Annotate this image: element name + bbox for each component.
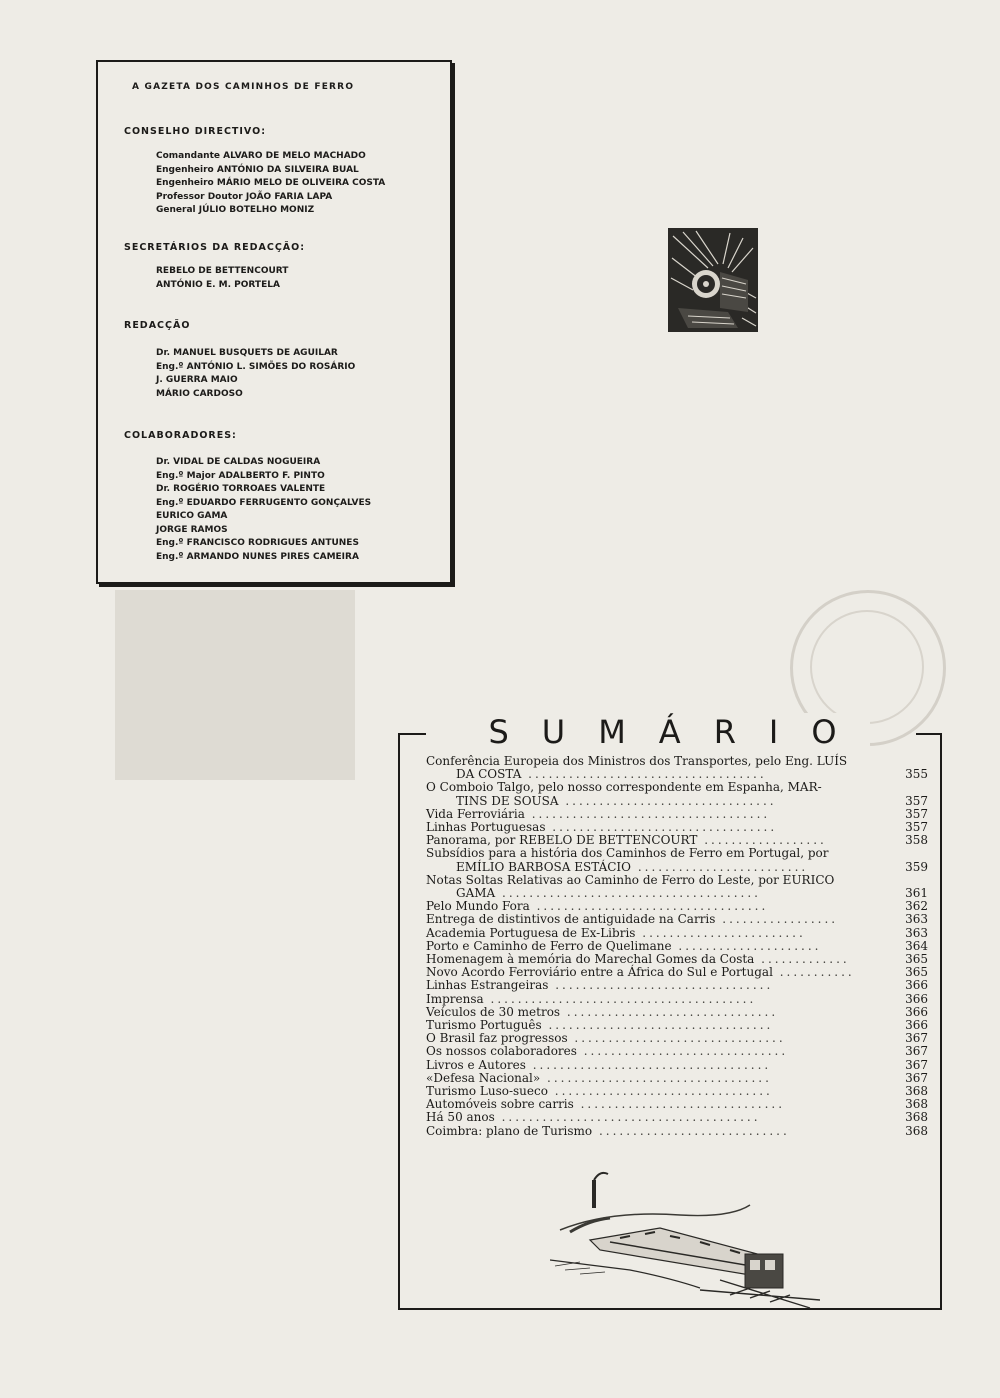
toc-page-number: 358 (905, 833, 928, 848)
name-line: JORGE RAMOS (156, 524, 228, 535)
toc-entry-title: Notas Soltas Relativas ao Caminho de Ferro do Leste, por EURICO (426, 872, 835, 887)
toc-entry-title: Linhas Estrangeiras (426, 978, 549, 993)
toc-leader-dots: ................................. (540, 1070, 772, 1085)
bleed-through-seal-inner (810, 610, 924, 724)
toc-page-number: 357 (905, 793, 928, 808)
toc-leader-dots: ............................... (567, 1031, 786, 1046)
toc-page-number: 368 (905, 1097, 928, 1112)
toc-page-number: 361 (905, 886, 928, 901)
name-line: ANTÓNIO E. M. PORTELA (156, 279, 280, 290)
section-heading-secretarios: SECRETÁRIOS DA REDACÇÃO: (124, 242, 306, 253)
toc-page-number: 357 (905, 806, 928, 821)
toc-entry-title: «Defesa Nacional» (426, 1070, 541, 1085)
editorial-credits-box (96, 60, 452, 584)
toc-entry-title: Novo Acordo Ferroviário entre a África do Sul e Portugal (426, 965, 773, 980)
redaccao-names (156, 347, 355, 401)
toc-leader-dots: ............................ (592, 1123, 790, 1138)
toc-leader-dots: ................................... (525, 1057, 772, 1072)
toc-page-number: 367 (905, 1057, 928, 1072)
name-line: REBELO DE BETTENCOURT (156, 266, 289, 276)
toc-entry-title: Homenagem à memória do Marechal Gomes da Costa (426, 952, 755, 967)
toc-leader-dots: ........................ (635, 925, 806, 940)
name-line: Eng.º EDUARDO FERRUGENTO GONÇALVES (156, 497, 372, 508)
name-line: Comandante ALVARO DE MELO MACHADO (156, 151, 366, 161)
toc-leader-dots: ......................... (631, 859, 809, 874)
section-heading-redaccao: REDACÇÃO (124, 320, 191, 331)
toc-entry-title: Conferência Europeia dos Ministros dos Transportes, pelo Eng. LUÍS (426, 754, 848, 768)
credits-title: A GAZETA DOS CAMINHOS DE FERRO (132, 82, 355, 92)
toc-page-number: 365 (905, 952, 928, 967)
toc-entry-title: Turismo Luso-sueco (426, 1084, 548, 1099)
name-line: Eng.º ARMANDO NUNES PIRES CAMEIRA (156, 551, 359, 562)
bleed-through-block (115, 590, 355, 780)
toc-entry-title: Veículos de 30 metros (426, 1004, 561, 1019)
toc-entry-title: Entrega de distintivos de antiguidade na Carris (426, 912, 716, 927)
toc-entry-title: Linhas Portuguesas (426, 820, 546, 835)
toc-page-number: 363 (905, 912, 928, 927)
toc-entry-title: Subsídios para a história dos Caminhos de Ferro em Portugal, por (426, 846, 829, 861)
name-line: Dr. MANUEL BUSQUETS DE AGUILAR (156, 348, 338, 358)
toc-entry-title: Turismo Português (426, 1018, 542, 1033)
toc-entry-title: Academia Portuguesa de Ex-Libris (426, 925, 636, 940)
toc-page-number: 368 (905, 1123, 928, 1138)
sumario-title: SUMÁRIO (400, 713, 940, 751)
toc-leader-dots: ...................................... (494, 1110, 761, 1125)
toc-entry-title: Porto e Caminho de Ferro de Quelimane (426, 938, 672, 953)
name-line: Eng.º ANTÓNIO L. SIMÕES DO ROSÁRIO (156, 361, 356, 372)
name-line: Professor Doutor JOÃO FARIA LAPA (156, 191, 333, 202)
name-line: Dr. ROGÉRIO TORROAES VALENTE (156, 484, 326, 494)
toc-page-number: 366 (905, 1004, 928, 1019)
toc-leader-dots: ........... (772, 965, 855, 980)
toc-page-number: 367 (905, 1070, 928, 1085)
toc-entry-title: Coimbra: plano de Turismo (426, 1123, 593, 1138)
toc-leader-dots: ................................ (547, 1084, 773, 1099)
toc-leader-dots: ................................... (524, 806, 771, 821)
sumario-box (398, 713, 942, 1310)
toc-leader-dots: ................. (715, 912, 839, 927)
toc-page-number: 362 (905, 899, 928, 914)
train-illustration (550, 1170, 820, 1310)
toc-entry-title: EMÍLIO BARBOSA ESTÁCIO (456, 859, 632, 874)
toc-page-number: 357 (905, 820, 928, 835)
colaboradores-names (156, 456, 371, 564)
section-heading-colaboradores: COLABORADORES: (124, 430, 237, 441)
toc-leader-dots: ............................... (558, 793, 777, 808)
toc-page-number: 363 (905, 925, 928, 940)
toc-leader-dots: ................................. (541, 1018, 774, 1033)
name-line: Eng.º Major ADALBERTO F. PINTO (156, 470, 325, 481)
toc-entry-title: Os nossos colaboradores (426, 1044, 577, 1059)
toc-leader-dots: ............................... (560, 1004, 779, 1019)
toc-leader-dots: ................................ (548, 978, 774, 993)
toc-entry-line (426, 847, 928, 860)
name-line: Eng.º FRANCISCO RODRIGUES ANTUNES (156, 538, 359, 548)
secretarios-names (156, 265, 288, 292)
toc-page-number: 365 (905, 965, 928, 980)
locomotive-woodcut-illustration (668, 228, 758, 332)
toc-page-number: 367 (905, 1031, 928, 1046)
toc-entry-title: O Brasil faz progressos (426, 1031, 568, 1046)
name-line: Dr. VIDAL DE CALDAS NOGUEIRA (156, 457, 321, 467)
toc-entry-title: Pelo Mundo Fora (426, 899, 530, 914)
toc-page-number: 366 (905, 1018, 928, 1033)
toc-page-number: 368 (905, 1110, 928, 1125)
toc-leader-dots: ...................................... (495, 886, 761, 901)
toc-entry-title: GAMA (456, 886, 496, 901)
toc-entry-line (426, 1125, 928, 1138)
toc-entry-title: Há 50 anos (426, 1110, 495, 1125)
name-line: J. GUERRA MAIO (156, 375, 238, 385)
toc-entry-title: DA COSTA (456, 767, 522, 782)
toc-entry-line (426, 781, 928, 794)
table-of-contents (426, 755, 928, 1138)
toc-leader-dots: .............................. (573, 1097, 786, 1112)
name-line: MÁRIO CARDOSO (156, 388, 243, 399)
toc-leader-dots: ................................. (545, 820, 778, 835)
toc-page-number: 359 (905, 859, 928, 874)
toc-leader-dots: ..................... (671, 938, 822, 953)
toc-leader-dots: .............................. (576, 1044, 789, 1059)
toc-leader-dots: ....................................... (483, 991, 757, 1006)
section-heading-conselho: CONSELHO DIRECTIVO: (124, 126, 266, 137)
toc-leader-dots: ............. (754, 952, 850, 967)
toc-entry-title: Vida Ferroviária (426, 806, 525, 821)
toc-entry-title: O Comboio Talgo, pelo nosso correspondente em Espanha, MAR- (426, 780, 822, 795)
toc-page-number: 364 (905, 938, 928, 953)
conselho-names (156, 150, 385, 218)
toc-page-number: 366 (905, 978, 928, 993)
toc-page-number: 366 (905, 991, 928, 1006)
toc-page-number: 367 (905, 1044, 928, 1059)
toc-entry-title: Livros e Autores (426, 1057, 526, 1072)
toc-leader-dots: .................................. (529, 899, 769, 914)
toc-page-number: 355 (905, 767, 928, 782)
toc-page-number: 368 (905, 1084, 928, 1099)
toc-leader-dots: ................................... (521, 767, 767, 782)
name-line: EURICO GAMA (156, 511, 228, 521)
name-line: Engenheiro ANTÓNIO DA SILVEIRA BUAL (156, 164, 359, 175)
toc-entry-title: Imprensa (426, 991, 484, 1006)
toc-leader-dots: .................. (697, 833, 827, 848)
toc-entry-line (426, 979, 928, 992)
toc-entry-title: Automóveis sobre carris (426, 1097, 574, 1112)
toc-entry-title: TINS DE SOUSA (456, 793, 559, 808)
toc-entry-title: Panorama, por REBELO DE BETTENCOURT (426, 833, 698, 848)
name-line: General JÚLIO BOTELHO MONIZ (156, 205, 315, 215)
name-line: Engenheiro MÁRIO MELO DE OLIVEIRA COSTA (156, 178, 386, 188)
